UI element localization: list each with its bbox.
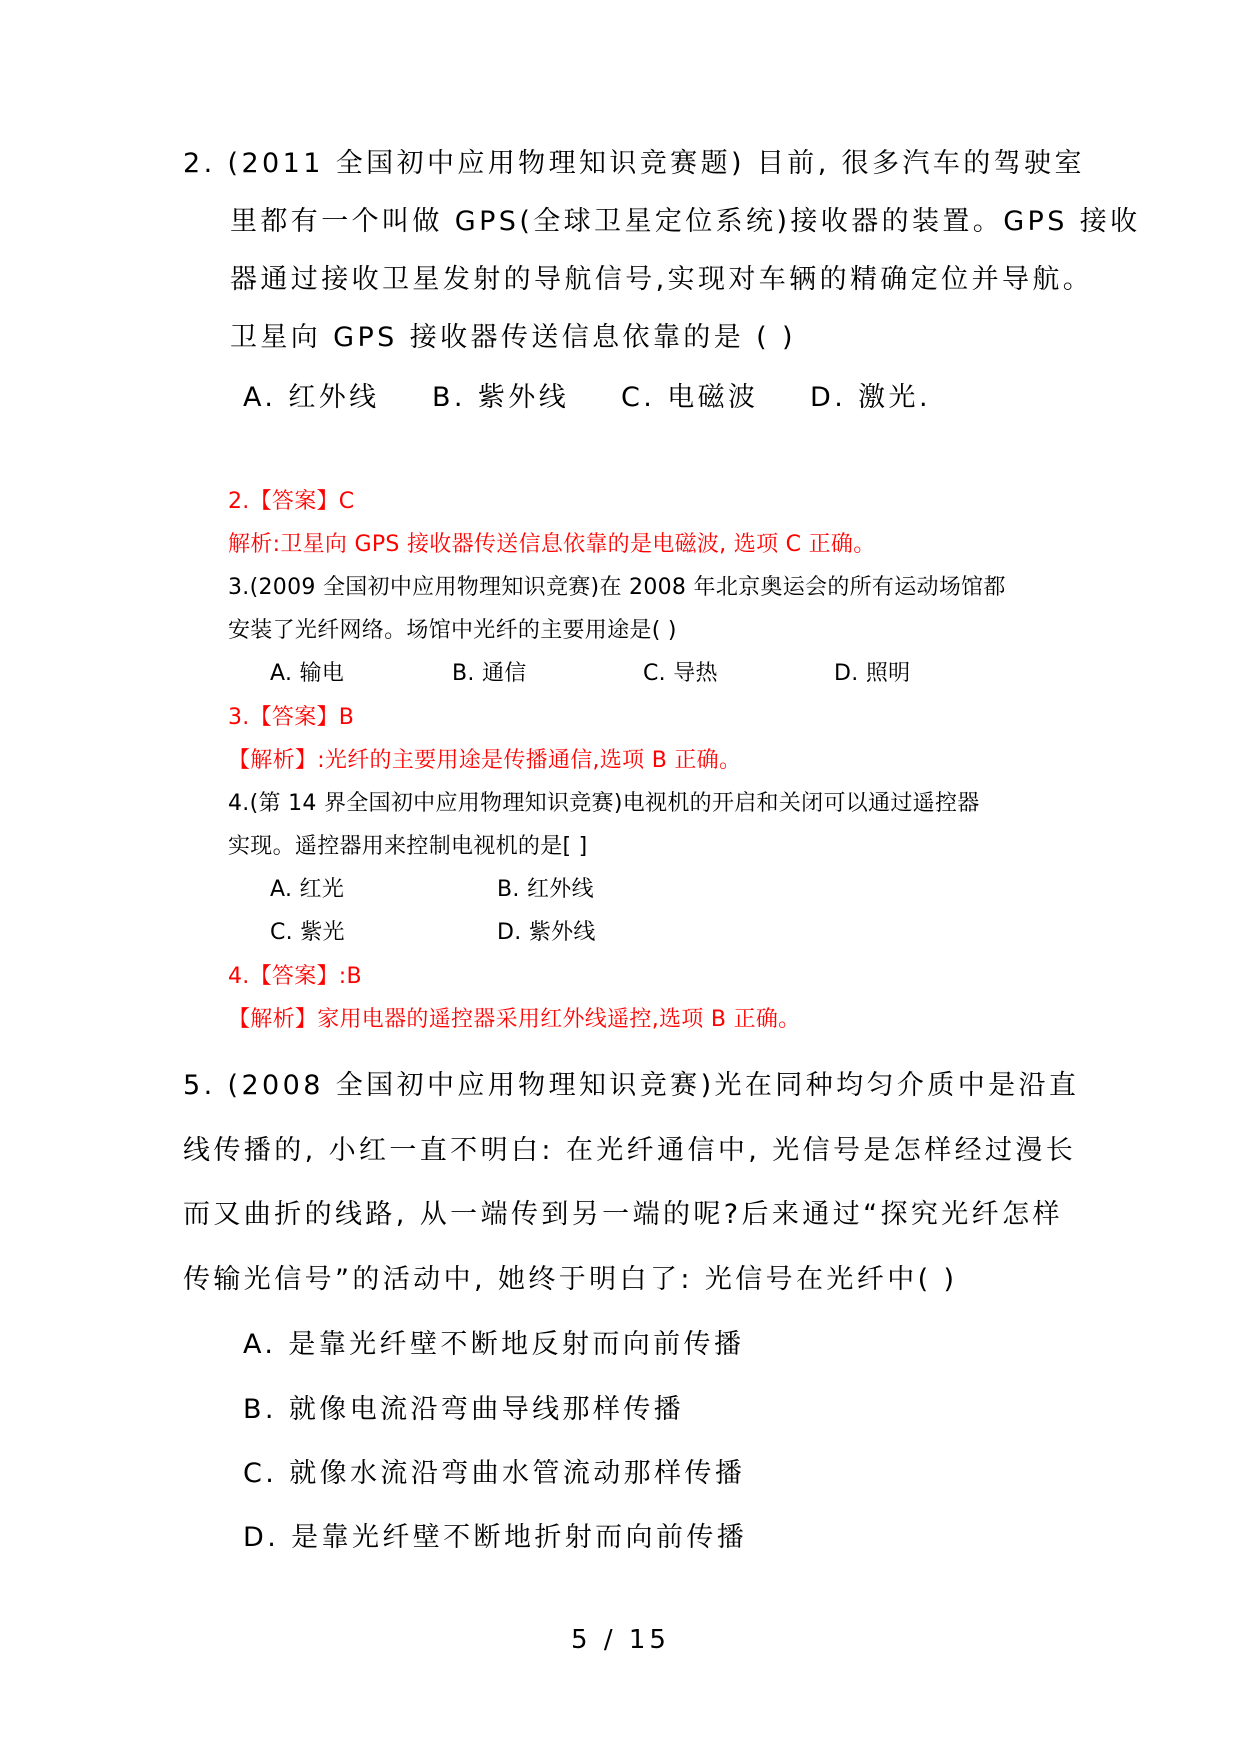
q4-option-d: D. 紫外线 <box>497 920 596 945</box>
q4-option-b: B. 红外线 <box>497 877 594 902</box>
q3-analysis: 【解析】:光纤的主要用途是传播通信,选项 B 正确。 <box>228 748 742 773</box>
page-number: 5 / 15 <box>571 1625 670 1655</box>
q2-option-b: B. 紫外线 <box>432 382 570 413</box>
q4-option-c: C. 紫光 <box>270 920 345 945</box>
q3-line-2: 安装了光纤网络。场馆中光纤的主要用途是( ) <box>228 618 677 643</box>
q5-option-b: B. 就像电流沿弯曲导线那样传播 <box>243 1394 685 1425</box>
q4-line-1: 4.(第 14 界全国初中应用物理知识竞赛)电视机的开启和关闭可以通过遥控器 <box>228 791 980 816</box>
q2-option-c: C. 电磁波 <box>621 382 759 413</box>
q2-line-1: 2. (2011 全国初中应用物理知识竞赛题) 目前, 很多汽车的驾驶室 <box>183 148 1085 179</box>
q3-option-d: D. 照明 <box>834 661 911 686</box>
q4-option-a: A. 红光 <box>270 877 345 902</box>
q2-line-3: 器通过接收卫星发射的导航信号,实现对车辆的精确定位并导航。 <box>230 264 1094 295</box>
q3-option-c: C. 导热 <box>643 661 718 686</box>
q4-analysis: 【解析】家用电器的遥控器采用红外线遥控,选项 B 正确。 <box>228 1007 801 1032</box>
q5-line-4: 传输光信号”的活动中, 她终于明白了: 光信号在光纤中( ) <box>183 1264 958 1295</box>
q2-line-2: 里都有一个叫做 GPS(全球卫星定位系统)接收器的装置。GPS 接收 <box>230 206 1141 237</box>
q4-line-2: 实现。遥控器用来控制电视机的是[ ] <box>228 834 588 859</box>
q3-line-1: 3.(2009 全国初中应用物理知识竞赛)在 2008 年北京奥运会的所有运动场馆都 <box>228 575 1006 600</box>
q5-option-d: D. 是靠光纤壁不断地折射而向前传播 <box>243 1522 748 1553</box>
q5-line-3: 而又曲折的线路, 从一端传到另一端的呢?后来通过“探究光纤怎样 <box>183 1199 1063 1230</box>
q5-option-a: A. 是靠光纤壁不断地反射而向前传播 <box>243 1329 745 1360</box>
q2-option-a: A. 红外线 <box>243 382 380 413</box>
q2-answer: 2.【答案】C <box>228 489 355 514</box>
q4-answer: 4.【答案】:B <box>228 964 362 989</box>
q2-analysis: 解析:卫星向 GPS 接收器传送信息依靠的是电磁波, 选项 C 正确。 <box>228 532 876 557</box>
q3-option-b: B. 通信 <box>452 661 527 686</box>
q5-option-c: C. 就像水流沿弯曲水管流动那样传播 <box>243 1458 746 1489</box>
q2-option-d: D. 激光. <box>810 382 931 413</box>
q3-answer: 3.【答案】B <box>228 705 355 730</box>
q5-line-1: 5. (2008 全国初中应用物理知识竞赛)光在同种均匀介质中是沿直 <box>183 1070 1080 1101</box>
q3-option-a: A. 输电 <box>270 661 345 686</box>
q2-line-4: 卫星向 GPS 接收器传送信息依靠的是 ( ) <box>230 322 796 353</box>
q5-line-2: 线传播的, 小红一直不明白: 在光纤通信中, 光信号是怎样经过漫长 <box>183 1135 1077 1166</box>
